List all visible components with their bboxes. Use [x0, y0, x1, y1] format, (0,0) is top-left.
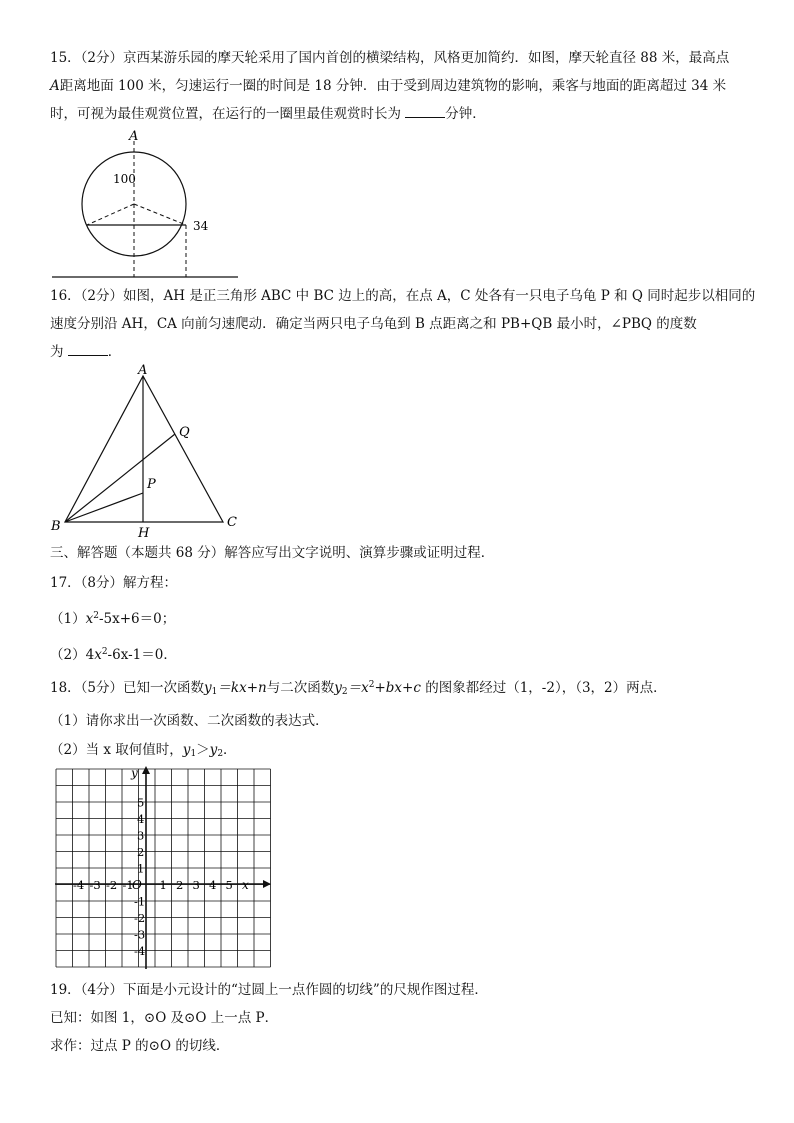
y-tick-label: 2 [137, 845, 145, 859]
q18-p2-y2: y [209, 742, 218, 758]
q18-y2: y [334, 680, 342, 696]
q18-p2-pre: （2）当 x 取何值时， [50, 742, 183, 758]
section-3-heading [50, 539, 760, 567]
ferris-wheel-figure [40, 125, 250, 285]
q18-p2-y2-sub: 2 [217, 749, 224, 759]
q15-point-a: A [50, 78, 60, 94]
y-axis-arrow [142, 766, 150, 774]
segment-bp [65, 493, 143, 522]
q18-y1: y [204, 680, 212, 696]
coordinate-grid [55, 766, 275, 971]
x-axis-arrow [263, 880, 271, 888]
vertex-c: C [227, 515, 237, 530]
point-q: Q [179, 425, 190, 440]
q18-p2-y1-sub: 1 [190, 749, 197, 759]
y-tick-label: -4 [134, 944, 146, 958]
y-tick-label: -3 [134, 927, 146, 942]
triangle-abc [65, 376, 223, 522]
x-tick-label: -3 [89, 878, 101, 892]
q16-line2: 速度分别沿 AH，CA 向前匀速爬动．确定当两只电子乌龟到 B 点距离之和 PB+QB 最小时，∠PBQ 的度数 [50, 316, 697, 332]
point-h: H [138, 526, 150, 541]
x-tick-label: 1 [159, 878, 167, 892]
q16-line3-text: 为 [50, 344, 64, 360]
origin-label: O [132, 878, 142, 892]
q17-part1 [50, 600, 760, 636]
q17-part2 [50, 636, 760, 672]
question-16 [50, 282, 760, 366]
q18-eq1: ＝kx+n [217, 680, 267, 696]
q15-answer-blank[interactable] [405, 103, 445, 118]
wheel-radius-left [87, 204, 134, 225]
q18-p2-y1: y [182, 742, 191, 758]
y-tick-label: 5 [137, 795, 145, 810]
q18-line1 [50, 671, 760, 707]
label-a: A [129, 129, 139, 144]
q18-intro: 18．（5分）已知一次函数 [50, 680, 205, 696]
y-tick-label: 1 [137, 861, 145, 876]
q17-p1-rest: -5x+6＝0； [98, 611, 176, 627]
x-tick-label: 3 [192, 878, 200, 892]
question-19 [50, 976, 760, 1060]
y-axis-label: y [131, 766, 138, 780]
y-tick-label: 4 [137, 812, 145, 826]
x-tick-label: 2 [176, 878, 184, 892]
q18-y1-sub: 1 [211, 687, 218, 697]
q15-line3 [50, 100, 760, 128]
q17-p2-label: （2）4 [50, 647, 95, 663]
section-3-text: 三、解答题（本题共 68 分）解答应写出文字说明、演算步骤或证明过程． [50, 545, 495, 561]
q16-line3-end: ． [107, 344, 122, 360]
q18-part1: （1）请你求出一次函数、二次函数的表达式． [50, 713, 329, 729]
q15-line3-text: 时，可视为最佳观赏位置，在运行的一圈里最佳观赏时长为 [50, 106, 401, 122]
q18-eq2-pre: ＝x [347, 680, 369, 696]
grid-axes [55, 766, 271, 969]
x-tick-label: -4 [73, 878, 85, 892]
q19-line3: 求作：过点 P 的⊙O 的切线． [50, 1038, 230, 1054]
x-axis-label: x [242, 878, 249, 892]
q18-p2-end: ． [223, 742, 237, 758]
q18-points: 的图象都经过（1，-2），（3，2）两点． [425, 680, 667, 696]
vertex-a: A [138, 363, 148, 378]
q17-p2-rest: -6x-1＝0． [107, 647, 177, 663]
triangle-figure [45, 362, 245, 542]
q18-part2 [50, 736, 760, 769]
q18-p2-gt: ＞ [196, 742, 210, 758]
vertex-b: B [51, 519, 61, 534]
q17-title: 17．（8分）解方程： [50, 575, 178, 591]
segment-bq [65, 434, 175, 522]
q19-line1: 19．（4分）下面是小元设计的“过圆上一点作圆的切线”的尺规作图过程． [50, 982, 488, 998]
q16-answer-blank[interactable] [68, 341, 108, 356]
question-17 [50, 567, 760, 672]
q19-line2: 已知：如图 1，⊙O 及⊙O 上一点 P． [50, 1010, 279, 1026]
q17-p1-label: （1） [50, 611, 86, 627]
q18-eq2-sup: 2 [368, 680, 375, 690]
label-34: 34 [193, 219, 209, 233]
x-tick-label: -1 [122, 878, 134, 892]
wheel-radius-right [134, 204, 186, 225]
q18-y2-sub: 2 [341, 687, 348, 697]
x-tick-label: -2 [106, 878, 118, 892]
point-p: P [147, 477, 156, 492]
q15-line2-text: 距离地面 100 米，匀速运行一圈的时间是 18 分钟．由于受到周边建筑物的影响，乘客与地面的距离超过 34 米 [59, 78, 727, 94]
q17-p1-var: x [85, 611, 94, 627]
x-tick-label: 4 [209, 878, 217, 892]
q16-line1: 16．（2分）如图，AH 是正三角形 ABC 中 BC 边上的高，在点 A，C 处各有一只电子乌龟 P 和 Q 同时起步以相同的 [50, 288, 756, 304]
x-tick-label: 5 [225, 878, 233, 892]
y-tick-label: -1 [134, 894, 146, 909]
q18-mid: 与二次函数 [266, 680, 335, 696]
q15-line2 [50, 72, 760, 100]
y-tick-label: 3 [137, 828, 145, 843]
y-tick-label: -2 [134, 911, 146, 925]
q17-p1-exp: 2 [93, 611, 99, 621]
label-100: 100 [113, 172, 136, 186]
question-18 [50, 671, 760, 769]
q18-eq2-post: +bx+c [374, 680, 421, 696]
q17-p2-exp: 2 [101, 647, 108, 657]
grid-lines [56, 769, 271, 967]
q17-p2-var: x [94, 647, 102, 663]
q15-line1: 15．（2分）京西某游乐园的摩天轮采用了国内首创的横梁结构，风格更加简约．如图，摩天轮直径 88 米，最高点 [50, 50, 730, 66]
question-15 [50, 44, 760, 128]
q15-line3-end: 分钟． [445, 106, 486, 122]
